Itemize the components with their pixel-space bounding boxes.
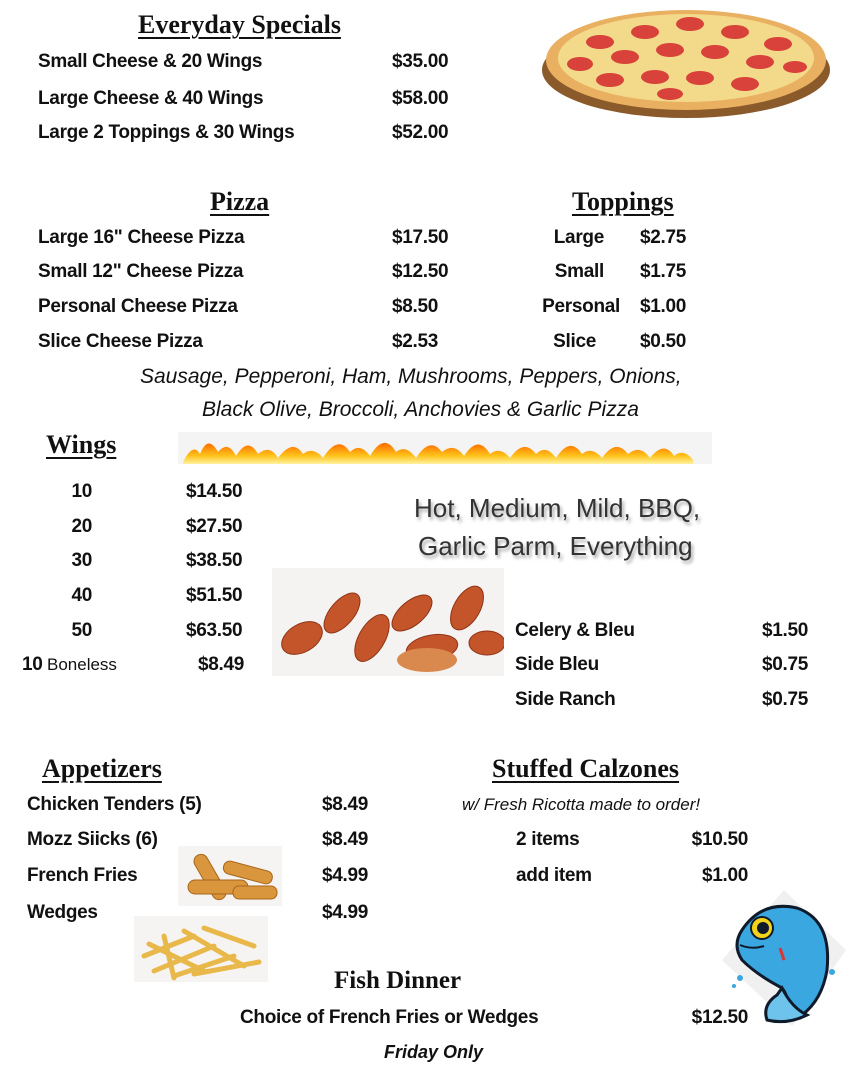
side-name: Side Bleu — [515, 654, 599, 675]
side-name: Celery & Bleu — [515, 620, 635, 641]
appetizer-price: $8.49 — [322, 829, 369, 850]
fish-dinner-description: Choice of French Fries or Wedges — [240, 1007, 539, 1028]
cartoon-fish-image — [722, 890, 846, 1026]
special-item-price: $35.00 — [392, 51, 449, 72]
calzones-note: w/ Fresh Ricotta made to order! — [462, 795, 701, 814]
topping-size: Slice — [553, 331, 596, 352]
appetizer-price: $8.49 — [322, 794, 369, 815]
wings-price: $38.50 — [186, 550, 243, 571]
pizza-item-price: $2.53 — [392, 331, 439, 352]
side-price: $0.75 — [762, 654, 809, 675]
wings-price: $51.50 — [186, 585, 243, 606]
calzone-price: $1.00 — [701, 865, 748, 886]
pizza-item-name: Small 12" Cheese Pizza — [38, 261, 244, 282]
appetizer-price: $4.99 — [322, 865, 369, 886]
wings-qty: 10 — [71, 481, 92, 502]
special-item-name: Large 2 Toppings & 30 Wings — [38, 122, 295, 143]
flames-banner-image — [178, 432, 712, 464]
wings-qty: 30 — [71, 550, 92, 571]
appetizer-name: Wedges — [27, 902, 98, 923]
french-fries-image — [134, 916, 268, 982]
wing-sauces-line2: Garlic Parm, Everything — [418, 531, 693, 561]
pizza-item-name: Slice Cheese Pizza — [38, 331, 203, 352]
pizza-heading: Pizza — [210, 187, 270, 216]
calzone-option: add item — [516, 865, 592, 886]
toppings-list-line1: Sausage, Pepperoni, Ham, Mushrooms, Peppers, Onions, — [140, 365, 682, 388]
appetizers-heading: Appetizers — [42, 754, 162, 783]
mozzarella-sticks-image — [178, 846, 282, 906]
topping-size: Small — [554, 261, 604, 282]
boneless-label: Boneless — [47, 655, 117, 674]
appetizer-name: Mozz Siicks (6) — [27, 829, 158, 850]
boneless-price: $8.49 — [198, 654, 245, 675]
boneless-qty: 10 — [22, 654, 43, 675]
wings-price: $14.50 — [186, 481, 243, 502]
appetizer-name: French Fries — [27, 865, 138, 886]
wings-price: $63.50 — [186, 620, 243, 641]
wings-qty: 50 — [71, 620, 92, 641]
toppings-list-line2: Black Olive, Broccoli, Anchovies & Garlic Pizza — [202, 398, 639, 421]
special-item-price: $58.00 — [392, 88, 449, 109]
calzone-price: $10.50 — [691, 829, 748, 850]
fish-dinner-price: $12.50 — [691, 1007, 748, 1028]
fish-dinner-note: Friday Only — [384, 1042, 484, 1062]
side-name: Side Ranch — [515, 689, 616, 710]
pepperoni-pizza-image — [540, 2, 832, 120]
boneless-wings-row — [22, 654, 117, 676]
special-item-price: $52.00 — [392, 122, 449, 143]
pizza-item-name: Large 16" Cheese Pizza — [38, 227, 245, 248]
topping-price: $1.00 — [640, 296, 687, 317]
topping-size: Personal — [542, 296, 620, 317]
pizza-item-price: $12.50 — [392, 261, 449, 282]
toppings-heading: Toppings — [572, 187, 674, 216]
topping-size: Large — [553, 227, 604, 248]
wings-price: $27.50 — [186, 516, 243, 537]
wings-heading: Wings — [46, 430, 117, 459]
pizza-item-name: Personal Cheese Pizza — [38, 296, 238, 317]
pizza-item-price: $8.50 — [392, 296, 439, 317]
chicken-wings-image — [272, 568, 504, 676]
pizza-item-price: $17.50 — [392, 227, 449, 248]
fish-dinner-heading: Fish Dinner — [334, 967, 462, 994]
appetizer-price: $4.99 — [322, 902, 369, 923]
appetizer-name: Chicken Tenders (5) — [27, 794, 202, 815]
everyday-specials-heading: Everyday Specials — [138, 10, 341, 39]
side-price: $1.50 — [762, 620, 809, 641]
topping-price: $1.75 — [640, 261, 687, 282]
topping-price: $0.50 — [640, 331, 687, 352]
wing-sauces-line1: Hot, Medium, Mild, BBQ, — [414, 493, 701, 523]
calzone-option: 2 items — [516, 829, 580, 850]
special-item-name: Small Cheese & 20 Wings — [38, 51, 263, 72]
wings-qty: 40 — [71, 585, 92, 606]
calzones-heading: Stuffed Calzones — [492, 754, 680, 783]
side-price: $0.75 — [762, 689, 809, 710]
wings-qty: 20 — [71, 516, 92, 537]
topping-price: $2.75 — [640, 227, 687, 248]
special-item-name: Large Cheese & 40 Wings — [38, 88, 264, 109]
